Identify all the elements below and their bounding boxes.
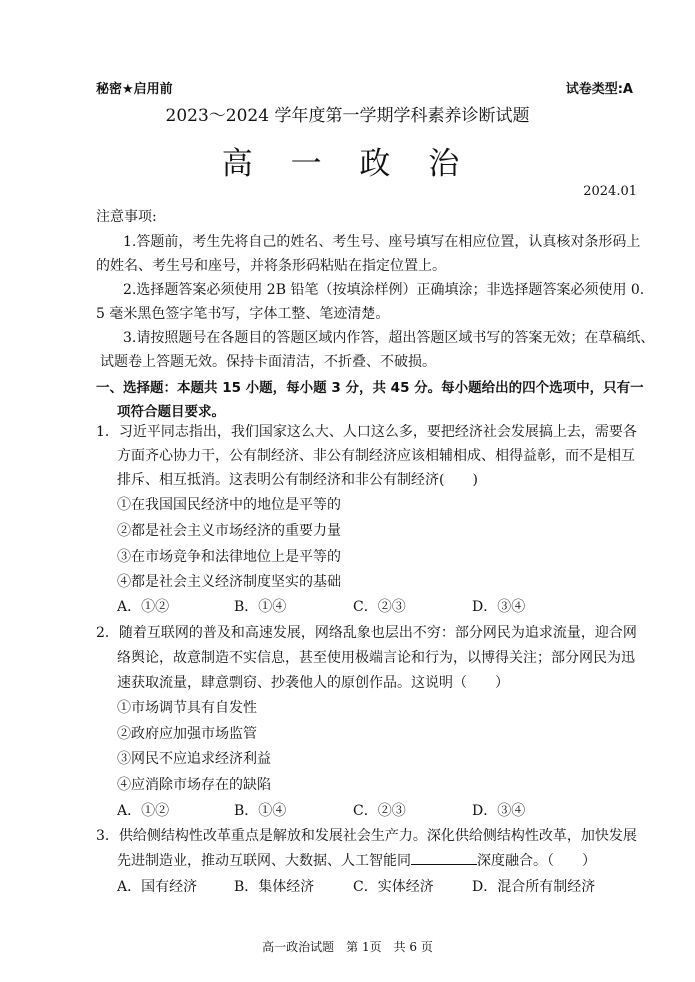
question-2-item: ③网民不应追求经济利益 [117,751,271,767]
question-3-text-before: 先进制造业，推动互联网、大数据、人工智能同 [117,853,411,869]
question-1-option-c: C．②③ [353,599,406,615]
question-1-stem: 1．习近平同志指出，我们国家这么大、人口这么多，要把经济社会发展搞上去，需要各 [96,424,637,440]
question-3-stem: 3．供给侧结构性改革重点是解放和发展社会生产力。深化供给侧结构性改革，加快发展 [96,828,637,844]
question-1-stem: 排斥、相互抵消。这表明公有制经济和非公有制经济( ) [117,472,478,488]
secret-label: 秘密★启用前 [96,82,173,97]
note-line: 5 毫米黑色签字笔书写，字体工整、笔迹清楚。 [96,306,390,322]
exam-date: 2024.01 [583,184,637,199]
note-line: 2.选择题答案必须使用 2B 铅笔（按填涂样例）正确填涂；非选择题答案必须使用 0. [123,282,645,298]
question-1-option-d: D．③④ [472,599,526,615]
question-2-option-c: C．②③ [353,803,406,819]
question-1-option-a: A．①② [117,599,170,615]
page-title: 高 一 政 治 [221,146,474,182]
question-1-item: ①在我国国民经济中的地位是平等的 [117,497,341,513]
question-3-text-after: 深度融合。（ ） [477,853,596,869]
question-2-stem: 2．随着互联网的普及和高速发展，网络乱象也层出不穷：部分网民为追求流量，迎合网 [96,625,637,641]
question-3-option-d: D．混合所有制经济 [472,879,596,895]
question-3-option-a: A．国有经济 [117,879,198,895]
question-3-option-b: B．集体经济 [234,879,315,895]
paper-type-label: 试卷类型:A [565,82,633,97]
note-line: 1.答题前，考生先将自己的姓名、考生号、座号填写在相应位置，认真核对条形码上 [123,234,641,250]
section-heading-cont: 项符合题目要求。 [117,404,225,420]
question-2-item: ①市场调节具有自发性 [117,700,257,716]
question-1-item: ②都是社会主义市场经济的重要力量 [117,523,341,539]
exam-subtitle: 2023～2024 学年度第一学期学科素养诊断试题 [165,106,530,126]
question-2-item: ④应消除市场存在的缺陷 [117,777,271,793]
question-1-stem: 方面齐心协力干，公有制经济、非公有制经济应该相辅相成、相得益彰，而不是相互 [117,448,635,464]
question-2-option-a: A．①② [117,803,170,819]
question-2-stem: 络舆论，故意制造不实信息，甚至使用极端言论和行为，以博得关注；部分网民为迅 [117,650,635,666]
question-2-item: ②政府应加强市场监管 [117,726,257,742]
question-1-item: ③在市场竞争和法律地位上是平等的 [117,549,341,565]
question-1-option-b: B．①④ [234,599,287,615]
question-1-item: ④都是社会主义经济制度坚实的基础 [117,574,341,590]
question-2-option-b: B．①④ [234,803,287,819]
note-line: 试题卷上答题无效。保持卡面清洁，不折叠、不破损。 [100,354,436,370]
question-3-stem [117,850,596,870]
note-line: 的姓名、考生号和座号，并将条形码粘贴在指定位置上。 [96,258,446,274]
page-footer: 高一政治试题 第 1页 共 6 页 [262,940,433,954]
answer-blank [411,852,477,865]
section-heading: 一、选择题：本题共 15 小题，每小题 3 分，共 45 分。每小题给出的四个选项中，只有一 [96,380,644,396]
question-2-stem: 速获取流量，肆意剽窃、抄袭他人的原创作品。这说明（ ） [117,675,509,691]
question-2-option-d: D．③④ [472,803,526,819]
question-3-option-c: C．实体经济 [353,879,434,895]
note-line: 3.请按照题号在各题目的答题区域内作答，超出答题区域书写的答案无效；在草稿纸、 [123,330,655,346]
notes-heading: 注意事项: [96,209,157,225]
